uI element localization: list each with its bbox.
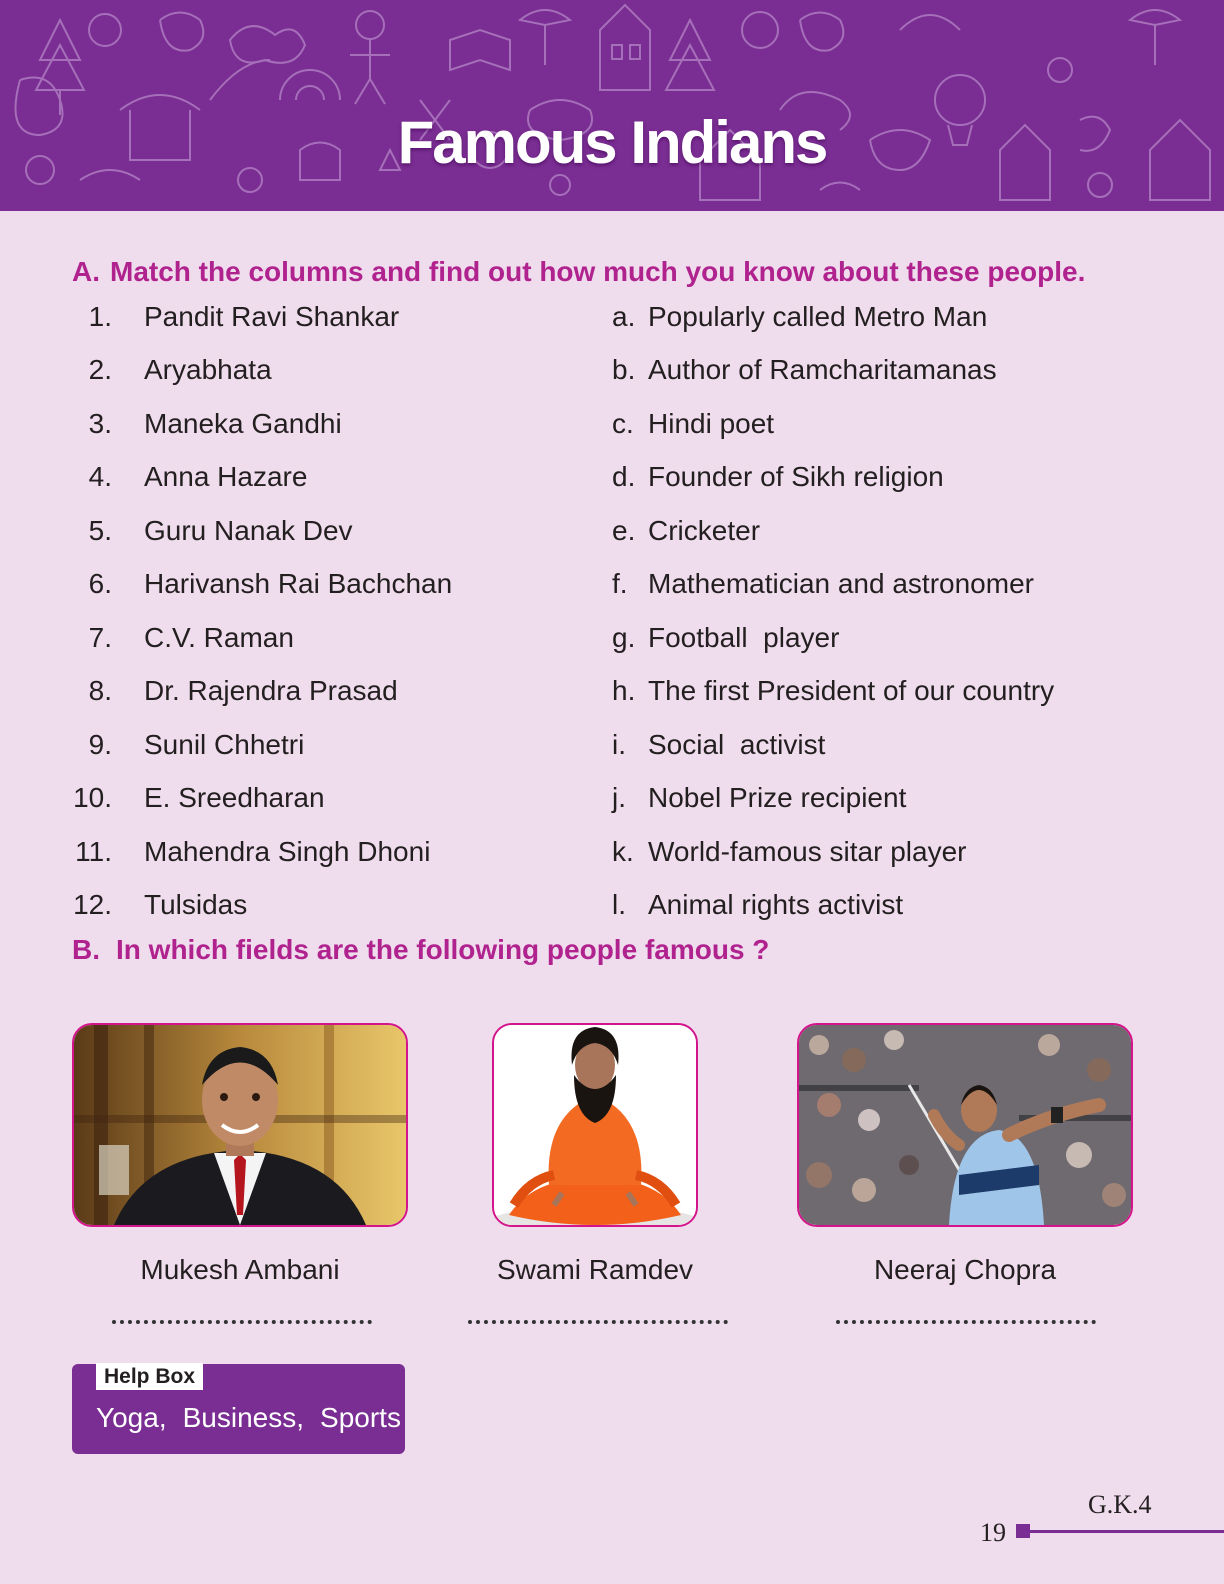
item-number: 2. — [88, 354, 112, 385]
item-number: 3. — [88, 408, 112, 439]
section-a-label: A. — [72, 256, 100, 287]
item-number: 11. — [75, 836, 112, 867]
person-name: Sunil Chhetri — [144, 729, 305, 760]
help-box — [72, 1364, 405, 1454]
item-letter: l. — [612, 889, 626, 920]
help-item: Yoga, — [96, 1402, 167, 1433]
person-name: Mahendra Singh Dhoni — [144, 836, 431, 867]
businessman-photo — [72, 1023, 408, 1227]
description: The first President of our country — [648, 675, 1055, 706]
person-name: C.V. Raman — [144, 622, 294, 653]
person-caption-2: Swami Ramdev — [496, 1254, 694, 1285]
description: Mathematician and astronomer — [648, 568, 1034, 599]
person-caption-1: Mukesh Ambani — [140, 1254, 340, 1285]
javelin-athlete-photo — [797, 1023, 1133, 1227]
section-b-prompt: In which fields are the following people famous ? — [116, 934, 770, 965]
section-a-prompt: Match the columns and find out how much you know about these people. — [110, 256, 1086, 287]
item-number: 6. — [88, 568, 112, 599]
person-name: Dr. Rajendra Prasad — [144, 675, 398, 706]
item-number: 5. — [88, 515, 112, 546]
person-name: Tulsidas — [144, 889, 248, 920]
description: Popularly called Metro Man — [648, 301, 988, 332]
page-title: Famous Indians — [397, 109, 827, 176]
help-item: Sports — [320, 1402, 401, 1433]
description: Football player — [648, 622, 840, 653]
description: Hindi poet — [648, 408, 775, 439]
page-number: 19 — [980, 1518, 1006, 1547]
page-header-banner — [0, 0, 1224, 211]
yoga-guru-photo — [492, 1023, 698, 1227]
description: World-famous sitar player — [648, 836, 967, 867]
description: Animal rights activist — [648, 889, 904, 920]
item-number: 9. — [88, 729, 112, 760]
person-name: E. Sreedharan — [144, 782, 325, 813]
section-b-label: B. — [72, 934, 100, 965]
help-box-title: Help Box — [96, 1363, 203, 1390]
item-number: 4. — [88, 461, 112, 492]
help-box-items — [96, 1402, 417, 1434]
item-letter: g. — [612, 622, 636, 653]
person-name: Anna Hazare — [144, 461, 308, 492]
item-letter: f. — [612, 568, 628, 599]
item-letter: e. — [612, 515, 636, 546]
description: Author of Ramcharitamanas — [648, 354, 997, 385]
item-letter: j. — [612, 782, 626, 813]
person-name: Harivansh Rai Bachchan — [144, 568, 453, 599]
footer-divider — [1030, 1530, 1224, 1533]
item-number: 8. — [88, 675, 112, 706]
item-letter: h. — [612, 675, 636, 706]
item-number: 7. — [88, 622, 112, 653]
description: Nobel Prize recipient — [648, 782, 907, 813]
person-name: Guru Nanak Dev — [144, 515, 353, 546]
answer-blank-2[interactable] — [468, 1298, 728, 1324]
doodle-pattern-icon — [0, 0, 1224, 211]
item-letter: c. — [612, 408, 634, 439]
footer-square-icon — [1016, 1524, 1030, 1538]
item-letter: d. — [612, 461, 636, 492]
item-letter: a. — [612, 301, 636, 332]
item-letter: k. — [612, 836, 634, 867]
item-number: 10. — [73, 782, 112, 813]
section-b-heading — [72, 934, 769, 966]
person-name: Pandit Ravi Shankar — [144, 301, 400, 332]
person-name: Maneka Gandhi — [144, 408, 342, 439]
person-caption-3: Neeraj Chopra — [873, 1254, 1057, 1285]
help-item: Business, — [182, 1402, 305, 1433]
item-letter: b. — [612, 354, 636, 385]
description: Founder of Sikh religion — [648, 461, 944, 492]
answer-blank-1[interactable] — [112, 1298, 372, 1324]
series-label: G.K.4 — [1088, 1490, 1152, 1519]
item-letter: i. — [612, 729, 626, 760]
item-number: 1. — [88, 301, 112, 332]
description: Cricketer — [648, 515, 761, 546]
answer-blank-3[interactable] — [836, 1298, 1096, 1324]
item-number: 12. — [73, 889, 112, 920]
person-name: Aryabhata — [144, 354, 272, 385]
description: Social activist — [648, 729, 826, 760]
section-a-heading — [72, 256, 1085, 288]
